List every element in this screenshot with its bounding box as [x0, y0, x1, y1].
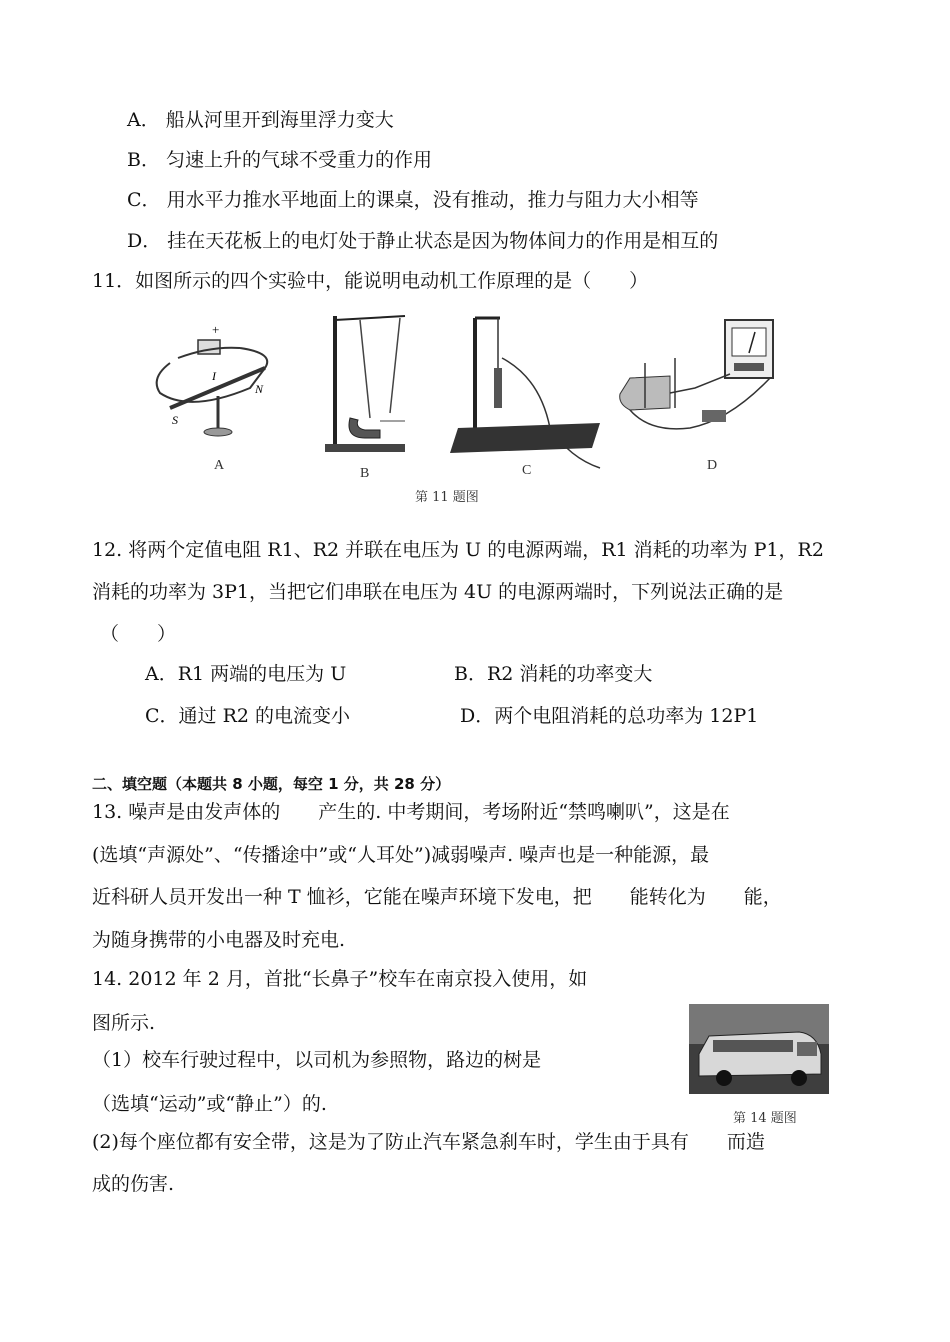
q11-stem: 11．如图所示的四个实验中，能说明电动机工作原理的是（ ）: [92, 270, 649, 292]
q10-option-d: D． 挂在天花板上的电灯处于静止状态是因为物体间力的作用是相互的: [127, 230, 719, 252]
figure-a-coil-needle: [157, 322, 268, 436]
q12-stem-line3: （ ）: [100, 623, 177, 645]
section-heading: 二、填空题（本题共 8 小题，每空 1 分，共 28 分）: [92, 775, 451, 793]
q13-line2: (选填“声源处”、“传播途中”或“人耳处”)减弱噪声. 噪声也是一种能源，最: [92, 844, 710, 866]
q14-line3: （1）校车行驶过程中，以司机为参照物，路边的树是: [92, 1049, 542, 1071]
q14-line1: 14. 2012 年 2 月，首批“长鼻子”校车在南京投入使用，如: [92, 968, 588, 990]
figure-c-stand: [450, 318, 600, 468]
figure-label-c: C: [522, 463, 532, 478]
q14-line5: (2)每个座位都有安全带，这是为了防止汽车紧急刹车时，学生由于具有 而造: [92, 1131, 765, 1153]
figure-label-b: B: [360, 466, 370, 481]
q13-line4: 为随身携带的小电器及时充电.: [92, 929, 346, 951]
plus-terminal-label: +: [212, 322, 220, 337]
q13-line3: 近科研人员开发出一种 T 恤衫，它能在噪声环境下发电，把 能转化为 能，: [92, 886, 782, 908]
q10-option-b: B． 匀速上升的气球不受重力的作用: [127, 149, 433, 171]
q12-option-c: C．通过 R2 的电流变小: [145, 705, 351, 727]
q12-option-b: B．R2 消耗的功率变大: [454, 663, 653, 685]
figure-b-stand-magnet: [325, 316, 405, 452]
q12-stem-line1: 12. 将两个定值电阻 R1、R2 并联在电压为 U 的电源两端，R1 消耗的功率为 P1，R2: [92, 539, 824, 561]
q12-stem-line2: 消耗的功率为 3P1，当把它们串联在电压为 4U 的电源两端时，下列说法正确的是: [92, 581, 784, 603]
figure-label-d: D: [707, 458, 718, 473]
q12-option-d: D．两个电阻消耗的总功率为 12P1: [460, 705, 759, 727]
q14-figure-caption: 第 14 题图: [733, 1111, 797, 1126]
q10-option-c: C． 用水平力推水平地面上的课桌，没有推动，推力与阻力大小相等: [127, 189, 699, 211]
q11-figure: [130, 308, 820, 513]
q11-figure-drawing: [130, 308, 820, 513]
q14-line2: 图所示.: [92, 1012, 156, 1034]
q12-option-a: A．R1 两端的电压为 U: [145, 663, 347, 685]
q13-line1: 13. 噪声是由发声体的 产生的. 中考期间，考场附近“禁鸣喇叭”，这是在: [92, 801, 730, 823]
q14-photo: [689, 1004, 829, 1094]
q14-line6: 成的伤害.: [92, 1173, 175, 1195]
south-pole-label: S: [172, 413, 178, 427]
q11-figure-caption: 第 11 题图: [415, 490, 479, 505]
q14-line4: （选填“运动”或“静止”）的.: [92, 1093, 327, 1115]
north-pole-label: N: [255, 382, 264, 396]
figure-label-a: A: [214, 458, 225, 473]
figure-d-galvanometer: [620, 320, 773, 429]
q10-option-a: A． 船从河里开到海里浮力变大: [127, 109, 394, 131]
school-bus-image: [689, 1004, 829, 1094]
current-label: I: [212, 369, 216, 383]
